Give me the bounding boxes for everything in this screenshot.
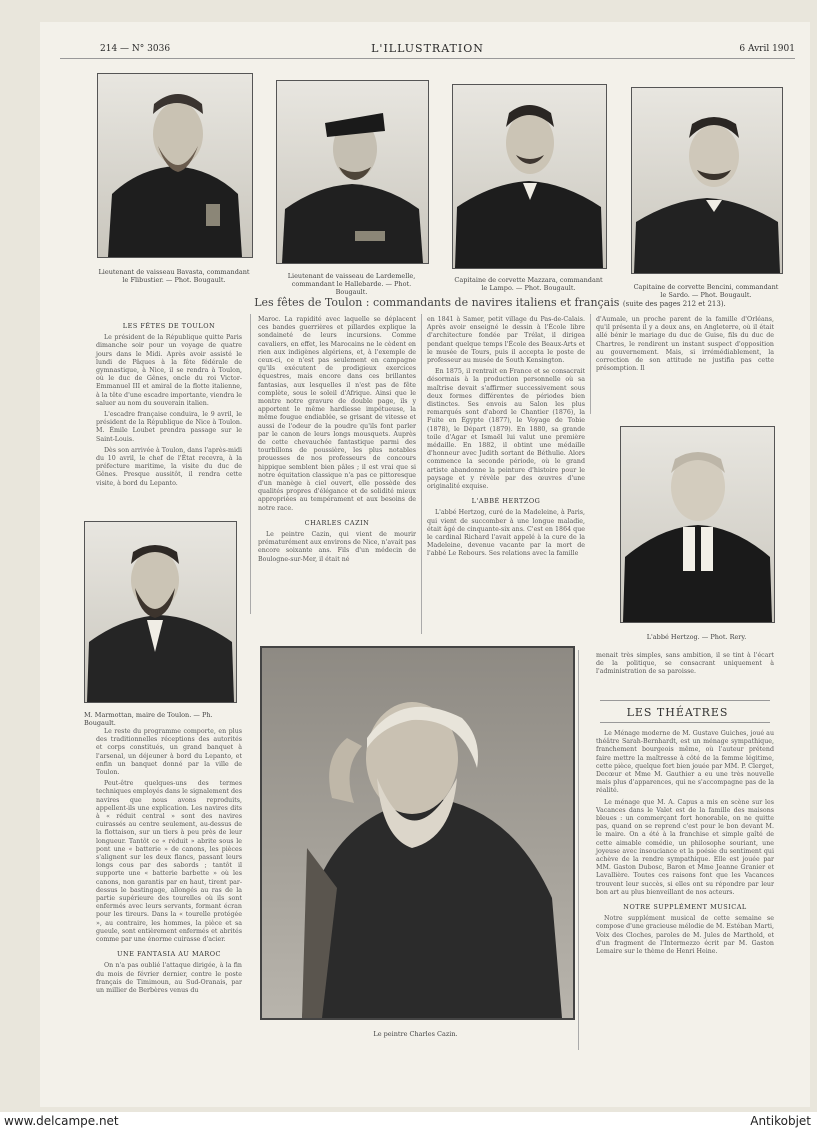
watermark-footer — [0, 1112, 817, 1131]
portrait-charles-cazin — [260, 646, 575, 1020]
section-title-fantasia: UNE FANTASIA AU MAROC — [116, 950, 222, 959]
paragraph: en 1841 à Samer, petit village du Pas-de-Calais. Après avoir enseigné le dessin à l'École libre d'architecture fondée par Trélat, il dirigea pendant quelque temps l'École des Beaux-Arts et le musée de Tours, puis il accepta le poste de professeur au musée de South Kensington. — [427, 316, 585, 365]
theatre-rule-top — [600, 700, 770, 701]
watermark-left: www.delcampe.net — [4, 1114, 119, 1128]
main-caption — [190, 296, 790, 309]
watermark-right: Antikobjet — [750, 1114, 811, 1128]
section-title-cazin: CHARLES CAZIN — [304, 518, 370, 527]
page-number: 214 — N° 3036 — [100, 44, 171, 54]
column-4-bottom — [596, 730, 774, 959]
caption-bavasta: Lieutenant de vaisseau Bavasta, commandant le Flibustier. — Phot. Bougault. — [98, 268, 250, 284]
paragraph: Le président de la République quitte Paris dimanche soir pour un voyage de quatre jours dans le Midi. Après avoir assisté le lundi de Pâques à la fête fédérale de gymnastique, à Nice, il se rendra à Toulon, où le duc de Gênes, oncle du roi Victor-Emmanuel III et amiral de la flotte italienne, à la tête d'une escadre importante, viendra le saluer au nom du souverain italien. — [96, 334, 242, 407]
journal-title: L'ILLUSTRATION — [371, 42, 484, 55]
paragraph: L'escadre française conduira, le 9 avril, le président de la République de Nice à Toulon. M. Émile Loubet prendra passage sur le Saint-Louis. — [96, 411, 242, 443]
main-caption-title: Les fêtes de Toulon : commandants de navires italiens et français — [254, 296, 620, 309]
portrait-mayor — [84, 521, 237, 703]
portrait-mazzara — [452, 84, 607, 269]
column-1-bottom — [96, 728, 242, 998]
paragraph: On n'a pas oublié l'attaque dirigée, à la fin du mois de février dernier, contre le poste français de Timimoun, au Sud-Oranais, par un millier de Berbères venus du — [96, 962, 242, 995]
section-title-theatres: LES THÉATRES — [626, 706, 729, 719]
main-caption-note: (suite des pages 212 et 213). — [622, 300, 726, 308]
column-4-top — [596, 316, 774, 376]
caption-mazzara: Capitaine de corvette Mazzara, commandant le Lampo. — Phot. Bougault. — [454, 276, 603, 292]
caption-lardemelle: Lieutenant de vaisseau de Lardemelle, commandant le Hallebarde. — Phot. Bougault. — [287, 272, 416, 296]
paragraph: menait très simples, sans ambition, il se tint à l'écart de la politique, se consacrant uniquement à l'administration de sa paroisse. — [596, 652, 774, 676]
column-rule-1 — [250, 314, 251, 614]
column-1-top — [96, 316, 242, 491]
section-title-hertzog: L'ABBÉ HERTZOG — [471, 497, 541, 506]
column-rule-3 — [590, 314, 591, 414]
portrait-bencini — [631, 87, 783, 274]
column-2 — [258, 316, 416, 567]
paragraph: Le reste du programme comporte, en plus des traditionnelles réceptions des autorités et corps constitués, un grand banquet à l'arsenal, un déjeuner à bord du Lepanto, et enfin un banquet donné par la ville de Toulon. — [96, 728, 242, 777]
caption-mayor: M. Marmottan, maire de Toulon. — Ph. Bougault. — [84, 711, 213, 727]
column-rule-2 — [421, 314, 422, 634]
paragraph: En 1875, il rentrait en France et se consacrait désormais à la production personnelle où sa maîtrise devait s'affirmer successivement sous deux formes différentes de périodes bien distinctes. Ses envois au Salon les plus remarqués sont d'abord le Chantier (1876), la Fuite en Égypte (1877), le Voyage de Tobie (1878), le Départ (1879). En 1880, sa grande toile d'Agar et Ismaël lui valut une première médaille. En 1882, il obtint une médaille d'honneur avec Judith sortant de Béthulie. Alors commence la seconde période, où le grand artiste abandonne la peinture d'histoire pour le paysage et y révèle par des œuvres d'une originalité exquise. — [427, 368, 585, 491]
page-header — [60, 44, 795, 59]
paragraph: Dès son arrivée à Toulon, dans l'après-midi du 10 avril, le chef de l'État recevra, à la préfecture maritime, la visite du duc de Gênes. Presque aussitôt, il rendra cette visite, à bord du Lepanto. — [96, 446, 242, 487]
paragraph: Le peintre Cazin, qui vient de mourir prématurément aux environs de Nice, n'avait pas encore soixante ans. Fils d'un médecin de Boulogne-sur-Mer, il était né — [258, 531, 416, 563]
column-rule-4 — [578, 650, 579, 1050]
caption-cazin: Le peintre Charles Cazin. — [373, 1030, 458, 1038]
paragraph: d'Aumale, un proche parent de la famille d'Orléans, qu'il présenta il y a deux ans, en Angleterre, où il était allé bénir le mariage du duc de Guise, fils du duc de Chartres, le rendirent un instant suspect d'opposition au gouvernement. Mais, si irrémédiablement, la correction de son attitude ne justifia pas cette présomption. Il — [596, 316, 774, 373]
theatre-rule-bottom — [600, 722, 770, 723]
paragraph: Le Ménage moderne de M. Gustave Guiches, joué au théâtre Sarah-Bernhardt, est un ménage sympathique, franchement bourgeois même, où l'auteur prétend faire mettre la maîtresse à côté de la femme légitime, cette pièce, quelque fort bien jouée par MM. P. Clerget, Decœur et Mme M. Gauthier a eu une très nouvelle mais plus d'apparences, qui ne s'accompagne pas de la réalité. — [596, 730, 774, 795]
caption-bencini: Capitaine de corvette Bencini, commandant le Sardo. — Phot. Bougault. — [633, 283, 779, 299]
portrait-abbe-hertzog — [620, 426, 775, 623]
paragraph: Peut-être quelques-uns des termes techniques employés dans le signalement des navires que nous avons reproduits, appellent-ils une explication. Les navires dits à « réduit central » sont des navires cuirassés au centre seulement, au-dessus de la flottaison, sur un tiers à peu près de leur longueur. Tantôt ce « réduit » abrite sous le pont une « batterie » de canons, les pièces s'alignent sur les deux flancs, passant leurs longs cous par des sabords ; tantôt il supporte une « batterie barbette » où les canons, non garantis par en haut, tirent par-dessus le bastingage, allongés au ras de la partie supérieure des tourelles où ils sont enfermés avec leurs servants, formant écran pour les tireurs. Dans la « tourelle protégée », au contraire, les hommes, la pièce et sa gueule, sont entièrement enfermés et abrités comme par une énorme cuirasse d'acier. — [96, 780, 242, 944]
paragraph: Notre supplément musical de cette semaine se compose d'une gracieuse mélodie de M. Estéban Marti, Voix des Cloches, paroles de M. Jules de Marthold, et d'un fragment de l'Intermezzo écrit par M. Gaston Lemaire sur le thème de Henri Heine. — [596, 915, 774, 956]
section-title-supplement: NOTRE SUPPLÉMENT MUSICAL — [623, 903, 747, 912]
paragraph: L'abbé Hertzog, curé de la Madeleine, à Paris, qui vient de succomber à une longue maladie, était âgé de cinquante-six ans. C'est en 1864 que le cardinal Richard l'avait appelé à la cure de la Madeleine, devenue vacante par la mort de l'abbé Le Rebours. Ses relations avec la famille — [427, 509, 585, 558]
issue-date: 6 Avril 1901 — [739, 44, 795, 54]
column-4-mid — [596, 652, 774, 680]
section-title-fetes: LES FÊTES DE TOULON — [122, 322, 216, 330]
portrait-lardemelle — [276, 80, 429, 264]
paragraph: Maroc. La rapidité avec laquelle se déplacent ces bandes guerrières et pillardes explique la sondaineté de leurs incursions. Comme cavaliers, en effet, les Marocains ne le cèdent en rien aux indigènes algériens, et, à l'exemple de ceux-ci, ce n'est pas seulement en campagne qu'ils exécutent de prodigieux exercices équestres, mais encore dans ces brillantes fantasias, aux lesquelles il n'est pas de fête complète, sous le soleil d'Afrique. Ainsi que le montre notre gravure de double page, ils y apportent le même hardiesse impétueuse, la même fougue endiablée, se grisant de vitesse et aussi de l'odeur de la poudre qu'ils font parler par le canon de leurs longs mousquets. Auprès de cette chevauchée fantastique parmi des tourbillons de poussière, les plus notables prouesses de nos professeurs de concours hippique semblent bien pâles ; il est vrai que si notre équitation classique n'a pas ce pittoresque d'un manège à ciel ouvert, elle possède des qualités propres d'élégance et de solidité mieux appropriées au tempérament et aux besoins de notre race. — [258, 316, 416, 512]
column-3 — [427, 316, 585, 562]
paragraph: Le ménage que M. A. Capus a mis en scène sur les Vacances dans le Valet est de la famille des maisons bleues : un commerçant fort honorable, on ne quitte pas, quand on se reprend c'est pour le bon devant M. le maire. On a été à la franchise et simple gaîté de cette aimable comédie, un philosophe souriant, une joyeuse avec insouciance et la poésie du sentiment qui achève de la rendre sympathique. Elle est jouée par MM. Gaston Dubosc, Baron et Mme Jeanne Granier et Lavallière. Toutes ces raisons font que les Vacances trouvent leur succès, si elles ont su répondre par leur bon art au plus bienveillant de nos acteurs. — [596, 798, 774, 896]
caption-abbe: L'abbé Hertzog. — Phot. Rery. — [646, 633, 747, 641]
portrait-bavasta — [97, 73, 253, 258]
